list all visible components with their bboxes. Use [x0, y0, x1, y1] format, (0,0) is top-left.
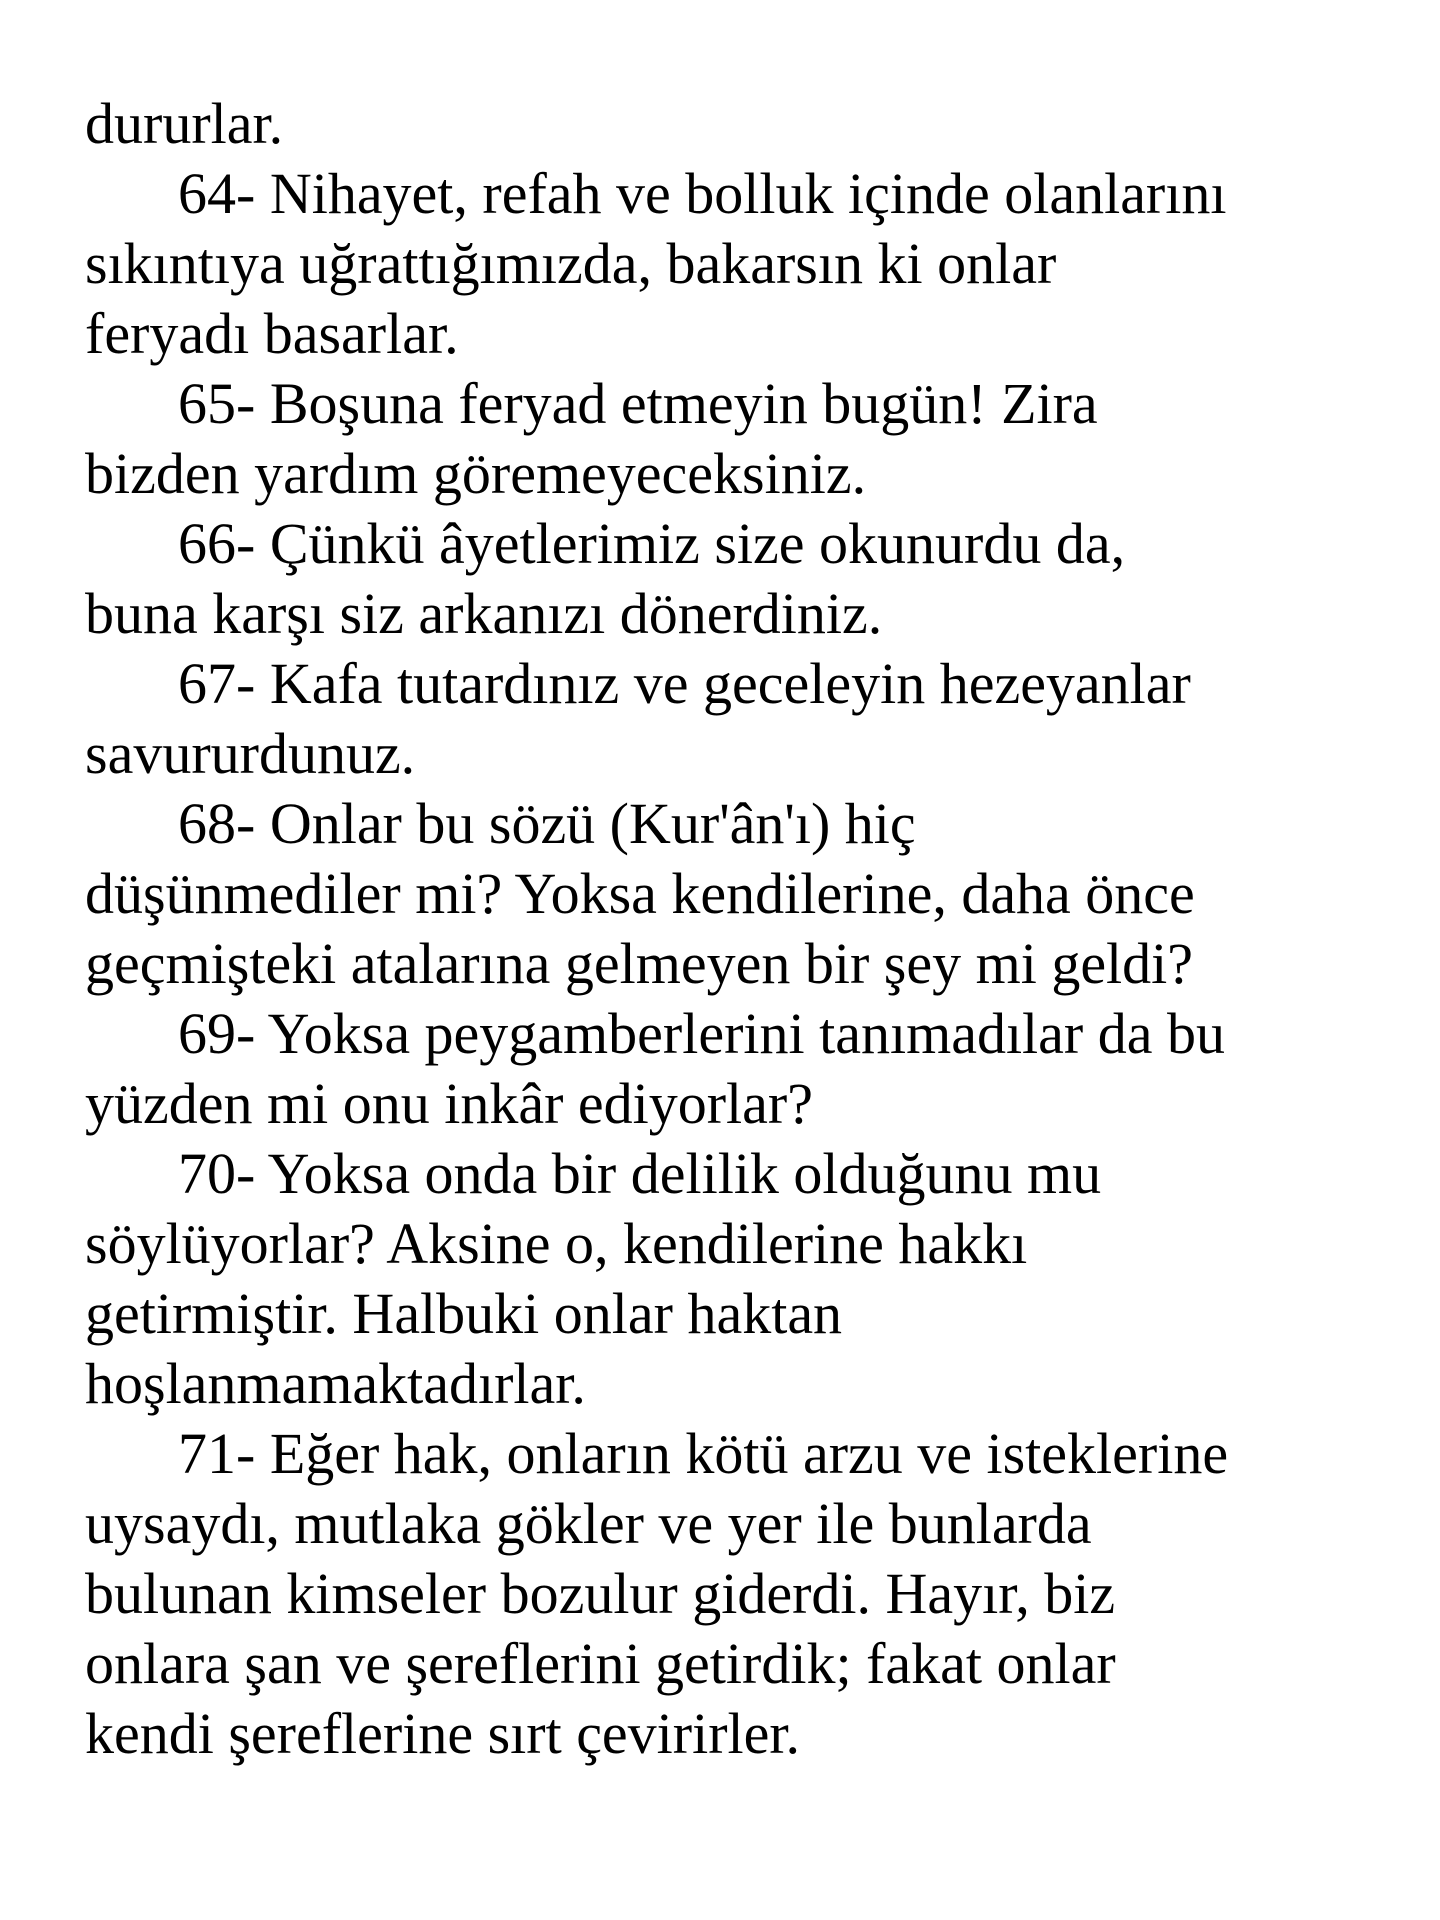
text-line: onlara şan ve şereflerini getirdik; fakat onlar: [85, 1631, 1116, 1696]
text-line: getirmiştir. Halbuki onlar haktan: [85, 1281, 843, 1346]
text-line: kendi şereflerine sırt çevirirler.: [85, 1701, 801, 1766]
text-line: geçmişteki atalarına gelmeyen bir şey mi geldi?: [85, 931, 1194, 996]
text-line: savururdunuz.: [85, 721, 416, 786]
verse-70-line: 70- Yoksa onda bir delilik olduğunu mu: [178, 1141, 1102, 1206]
text-line: buna karşı siz arkanızı dönerdiniz.: [85, 581, 883, 646]
verse-71-line: 71- Eğer hak, onların kötü arzu ve isteklerine: [178, 1421, 1229, 1486]
text-line: bizden yardım göremeyeceksiniz.: [85, 441, 867, 506]
text-line: söylüyorlar? Aksine o, kendilerine hakkı: [85, 1211, 1028, 1276]
verse-68-line: 68- Onlar bu sözü (Kur'ân'ı) hiç: [178, 791, 916, 856]
text-line: yüzden mi onu inkâr ediyorlar?: [85, 1071, 813, 1136]
verse-69-line: 69- Yoksa peygamberlerini tanımadılar da bu: [178, 1001, 1225, 1066]
verse-64-line: 64- Nihayet, refah ve bolluk içinde olanlarını: [178, 161, 1227, 226]
text-line: uysaydı, mutlaka gökler ve yer ile bunlarda: [85, 1491, 1092, 1556]
text-line: hoşlanmamaktadırlar.: [85, 1351, 586, 1416]
text-line: bulunan kimseler bozulur giderdi. Hayır, biz: [85, 1561, 1116, 1626]
verse-65-line: 65- Boşuna feryad etmeyin bugün! Zira: [178, 371, 1098, 436]
text-line: sıkıntıya uğrattığımızda, bakarsın ki onlar: [85, 231, 1057, 296]
verse-66-line: 66- Çünkü âyetlerimiz size okunurdu da,: [178, 511, 1126, 576]
verse-67-line: 67- Kafa tutardınız ve geceleyin hezeyanlar: [178, 651, 1191, 716]
text-line: dururlar.: [85, 91, 284, 156]
text-line: feryadı basarlar.: [85, 301, 459, 366]
text-line: düşünmediler mi? Yoksa kendilerine, daha önce: [85, 861, 1195, 926]
